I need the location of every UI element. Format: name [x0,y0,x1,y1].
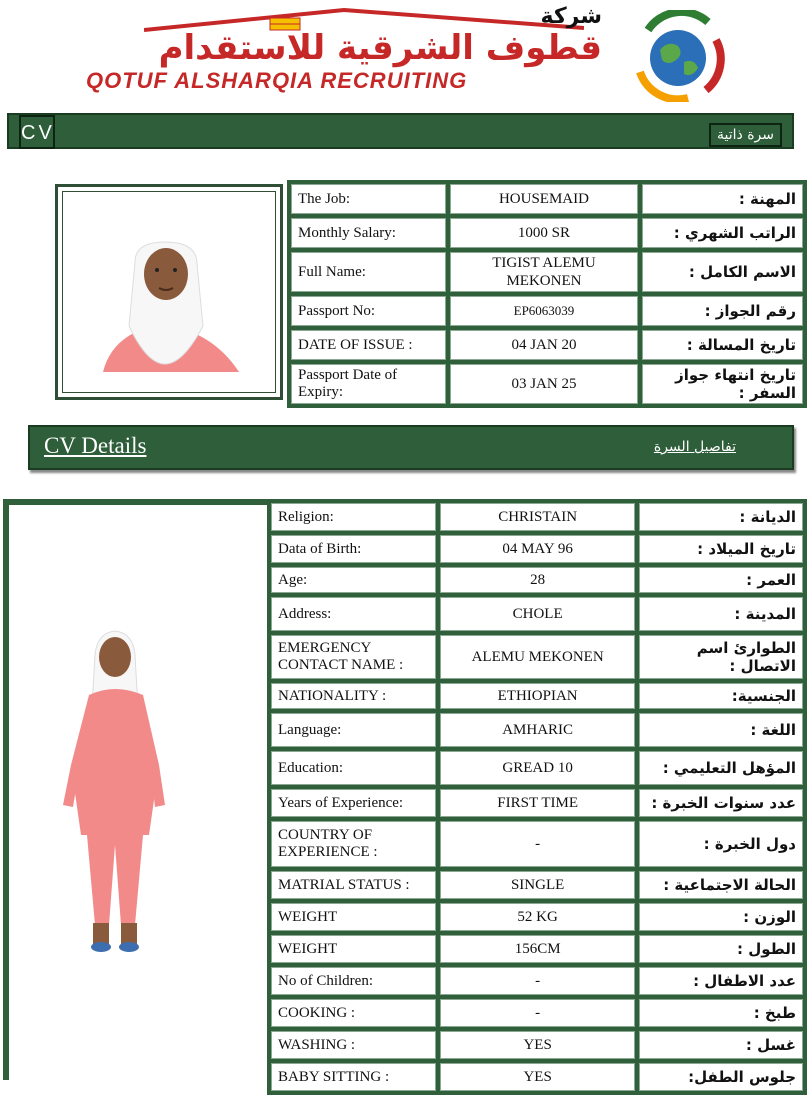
field-label: COOKING : [271,999,436,1027]
company-logo [66,2,742,106]
field-value: FIRST TIME [440,789,635,817]
table-row [271,567,803,593]
field-value: 52 KG [440,903,635,931]
field-label: BABY SITTING : [271,1063,436,1091]
field-value: 1000 SR [450,218,639,248]
table-row [271,535,803,563]
field-value: - [440,999,635,1027]
field-value: AMHARIC [440,713,635,747]
field-label-ar: رقم الجواز : [642,296,803,326]
cv-title: CV [19,115,55,149]
field-label-ar: دول الخبرة : [639,821,803,867]
table-row [291,252,803,292]
field-value: 03 JAN 25 [450,364,639,404]
globe-logo-icon [628,10,728,102]
field-value: 04 JAN 20 [450,330,639,360]
field-value: 04 MAY 96 [440,535,635,563]
field-label-ar: المؤهل التعليمي : [639,751,803,785]
field-label-ar: الاسم الكامل : [642,252,803,292]
field-label: COUNTRY OF EXPERIENCE : [271,821,436,867]
field-value: HOUSEMAID [450,184,639,214]
job-info-table [287,180,807,408]
field-label-ar: الديانة : [639,503,803,531]
field-label: Data of Birth: [271,535,436,563]
field-label: Passport No: [291,296,446,326]
field-label: Age: [271,567,436,593]
full-body-photo [9,505,267,1080]
field-label: Monthly Salary: [291,218,446,248]
table-row [271,713,803,747]
cv-details-title: CV Details [44,433,147,458]
field-label-ar: الطوارئ اسم الاتصال : [639,635,803,679]
field-value: EP6063039 [450,296,639,326]
field-label: The Job: [291,184,446,214]
field-label: Language: [271,713,436,747]
table-row [271,871,803,899]
field-value: - [440,967,635,995]
person-portrait-icon [63,192,277,394]
field-value: CHOLE [440,597,635,631]
table-row [291,364,803,404]
field-value: YES [440,1063,635,1091]
field-value: GREAD 10 [440,751,635,785]
table-row [271,789,803,817]
field-label-ar: طبخ : [639,999,803,1027]
company-name-en: QOTUF ALSHARQIA RECRUITING [86,68,468,93]
field-label-ar: تاريخ المسالة : [642,330,803,360]
field-label-ar: الجنسية: [639,683,803,709]
field-label: DATE OF ISSUE : [291,330,446,360]
table-row [271,597,803,631]
field-label: EMERGENCY CONTACT NAME : [271,635,436,679]
field-label-ar: اللغة : [639,713,803,747]
table-row [271,821,803,867]
field-label: NATIONALITY : [271,683,436,709]
table-row [271,967,803,995]
field-value: 28 [440,567,635,593]
field-label-ar: المهنة : [642,184,803,214]
field-value: - [440,821,635,867]
cv-header-bar [7,113,794,149]
field-label: WEIGHT [271,903,436,931]
cv-details-bar [28,425,794,470]
table-row [271,635,803,679]
table-row [271,935,803,963]
field-label-ar: الراتب الشهري : [642,218,803,248]
field-value: TIGIST ALEMU MEKONEN [450,252,639,292]
table-row [271,1031,803,1059]
table-row [271,999,803,1027]
field-label: Religion: [271,503,436,531]
field-label: No of Children: [271,967,436,995]
table-row [271,751,803,785]
field-value: ETHIOPIAN [440,683,635,709]
field-label-ar: الحالة الاجتماعية : [639,871,803,899]
field-label: WASHING : [271,1031,436,1059]
field-label-ar: غسل : [639,1031,803,1059]
field-label: Address: [271,597,436,631]
table-row [291,296,803,326]
field-label: Years of Experience: [271,789,436,817]
field-value: YES [440,1031,635,1059]
table-row [291,184,803,214]
field-label-ar: العمر : [639,567,803,593]
field-value: ALEMU MEKONEN [440,635,635,679]
cv-title-ar: سرة ذاتية [709,123,782,147]
field-label-ar: تاريخ الميلاد : [639,535,803,563]
field-label-ar: عدد الاطفال : [639,967,803,995]
field-label: Full Name: [291,252,446,292]
person-full-body-icon [9,505,267,1080]
table-row [271,683,803,709]
field-label: Education: [271,751,436,785]
cv-details-title-ar: تفاصيل السرة [653,439,736,455]
field-label-ar: تاريخ انتهاء جواز السفر : [642,364,803,404]
field-label-ar: المدينة : [639,597,803,631]
field-label-ar: الطول : [639,935,803,963]
company-name-ar: قطوف الشرقية للاستقدام [158,28,602,68]
portrait-photo [55,184,283,400]
table-row [271,903,803,931]
table-row [291,330,803,360]
field-label-ar: جلوس الطفل: [639,1063,803,1091]
table-row [291,218,803,248]
field-label: MATRIAL STATUS : [271,871,436,899]
field-value: CHRISTAIN [440,503,635,531]
table-row [271,1063,803,1091]
field-value: SINGLE [440,871,635,899]
field-label-ar: عدد سنوات الخبرة : [639,789,803,817]
table-row [271,503,803,531]
cv-details-table [267,499,807,1095]
company-name-ar-small: شركة [540,4,602,29]
field-label: Passport Date of Expiry: [291,364,446,404]
field-label: WEIGHT [271,935,436,963]
field-label-ar: الوزن : [639,903,803,931]
field-value: 156CM [440,935,635,963]
